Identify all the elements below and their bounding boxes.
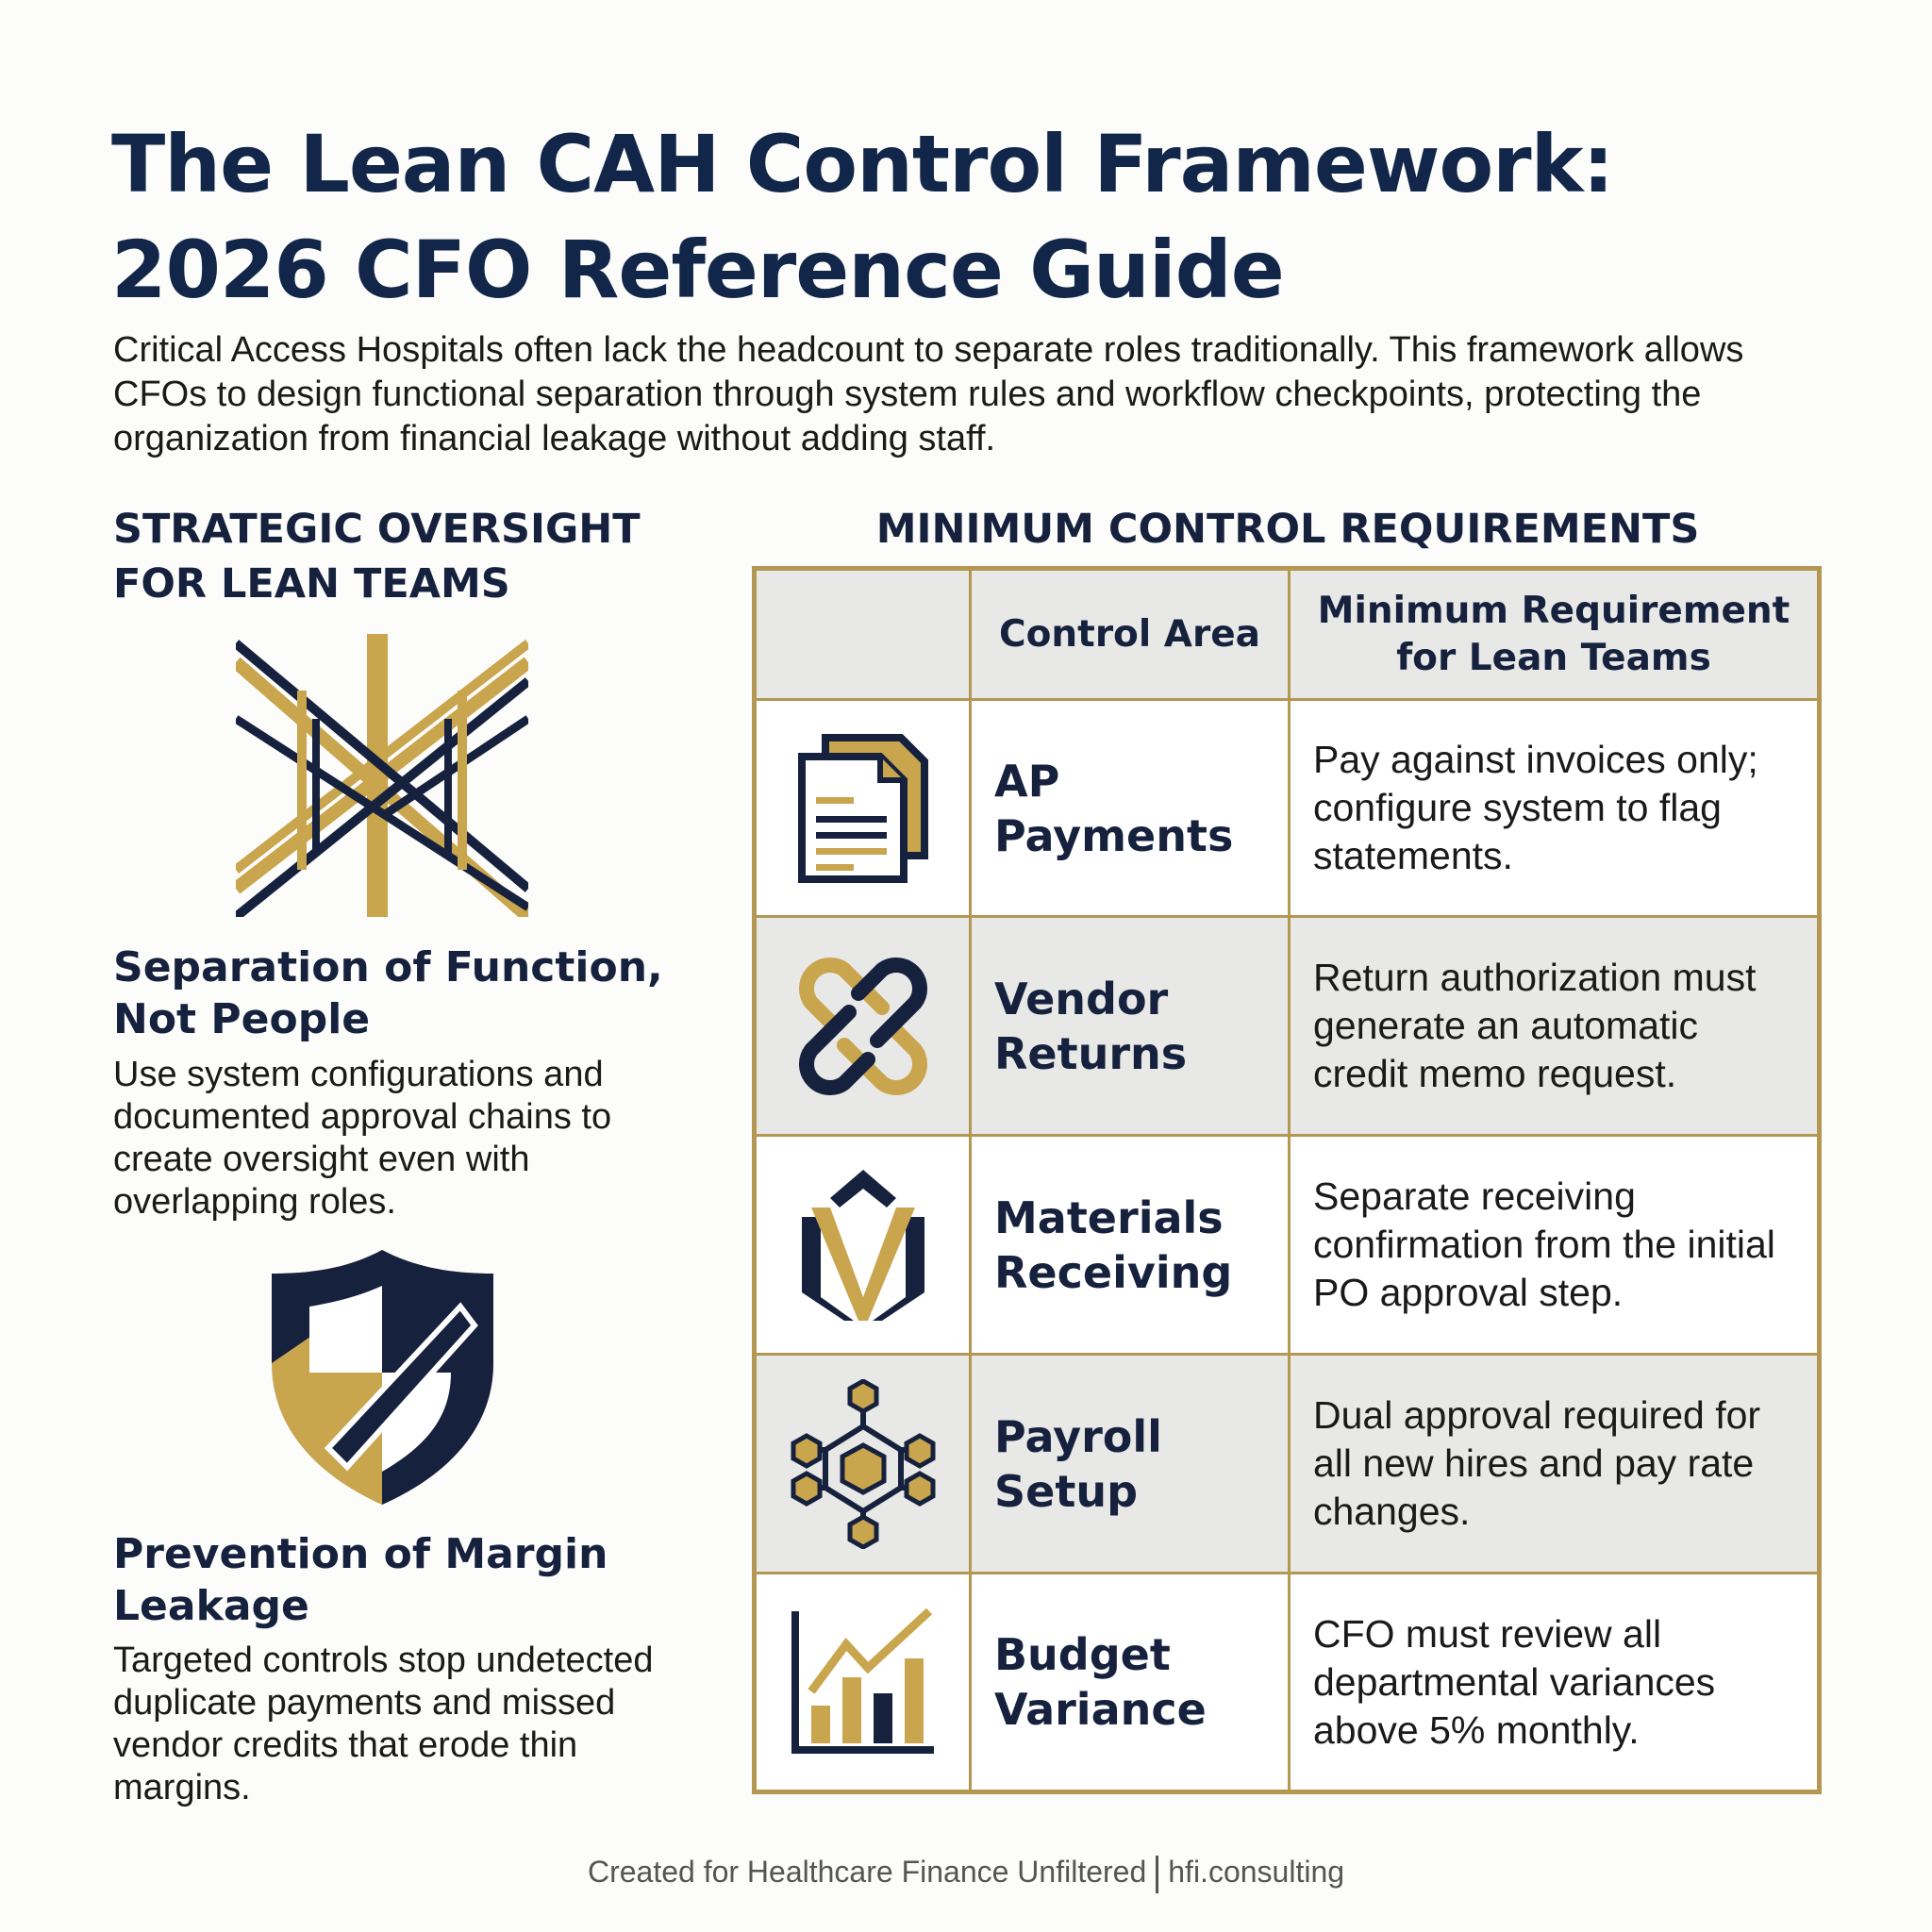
table-row-icon [757,1356,972,1574]
table-row-icon [757,1574,972,1790]
feature-body-separation: Use system configurations and documented approval chains to create oversight even with overlapping roles. [113,1055,612,1222]
table-row-icon [757,918,972,1137]
area-line: Payroll [994,1410,1162,1462]
footer-credit [0,1855,1932,1893]
area-line: Receiving [994,1246,1233,1298]
table-cell-control-area [972,1356,1291,1574]
table-cell-requirement: Separate receiving confirmation from the initial PO approval step. [1291,1137,1817,1356]
table-cell-requirement: Return authorization must generate an automatic credit memo request. [1291,918,1817,1137]
feature-title-line: Prevention of Margin [113,1530,608,1578]
documents-icon [797,733,929,884]
title-line-1: The Lean CAH Control Framework: [111,118,1614,210]
title-line-2: 2026 CFO Reference Guide [111,224,1284,316]
header-line: for Lean Teams [1396,636,1711,679]
feature-title-separation [113,941,698,1045]
bar-chart-trend-icon [788,1607,939,1757]
area-line: Returns [994,1027,1188,1079]
area-line: Payments [994,809,1234,861]
header-line: Minimum Requirement [1317,589,1790,632]
footer-site-link[interactable]: hfi.consulting [1168,1855,1345,1889]
area-line: Materials [994,1191,1224,1243]
intro-paragraph: Critical Access Hospitals often lack the headcount to separate roles traditionally. This framework allows CFOs to design functional separation through system rules and workflow checkpoints, protecting the organization from financial leakage without adding staff. [113,330,1744,458]
table-heading: MINIMUM CONTROL REQUIREMENTS [875,506,1700,553]
table-header-control-area: Control Area [972,571,1291,701]
feature-title-line: Not People [113,995,371,1043]
left-panel-heading [113,502,679,611]
shield-icon [272,1250,493,1505]
table-cell-control-area [972,918,1291,1137]
footer-divider [1156,1856,1158,1893]
area-line: Variance [994,1684,1207,1735]
feature-body-margin: Targeted controls stop undetected duplicate payments and missed vendor credits that erode thin margins. [113,1641,654,1807]
area-line: Budget [994,1629,1171,1680]
area-line: Setup [994,1465,1138,1517]
interlocking-lines-icon [236,634,528,917]
table-row-icon [757,701,972,918]
table-header-icon-cell [757,571,972,701]
left-heading-line-2: FOR LEAN TEAMS [113,560,510,608]
table-row-icon [757,1137,972,1356]
footer-credit-text: Created for Healthcare Finance Unfiltered [587,1855,1147,1889]
table-header-requirement [1291,571,1817,701]
receiving-box-icon [797,1165,929,1325]
table-cell-control-area [972,1574,1291,1790]
left-heading-line-1: STRATEGIC OVERSIGHT [113,506,641,553]
table-cell-requirement: CFO must review all departmental variances above 5% monthly. [1313,1611,1716,1752]
feature-title-line: Leakage [113,1582,309,1630]
table-cell-requirement: Pay against invoices only; configure system to flag statements. [1291,701,1817,918]
feature-title-line: Separation of Function, [113,943,663,991]
feature-title-margin [113,1528,698,1632]
hexagon-network-icon [788,1379,939,1549]
table-cell-control-area [972,1137,1291,1356]
area-line: AP [994,755,1060,807]
chain-link-icon [792,956,934,1097]
area-line: Vendor [994,973,1169,1024]
table-cell-requirement: Dual approval required for all new hires and pay rate changes. [1291,1356,1817,1574]
control-requirements-table [752,566,1822,1794]
table-cell-control-area [972,701,1291,918]
page-title [111,111,1866,323]
